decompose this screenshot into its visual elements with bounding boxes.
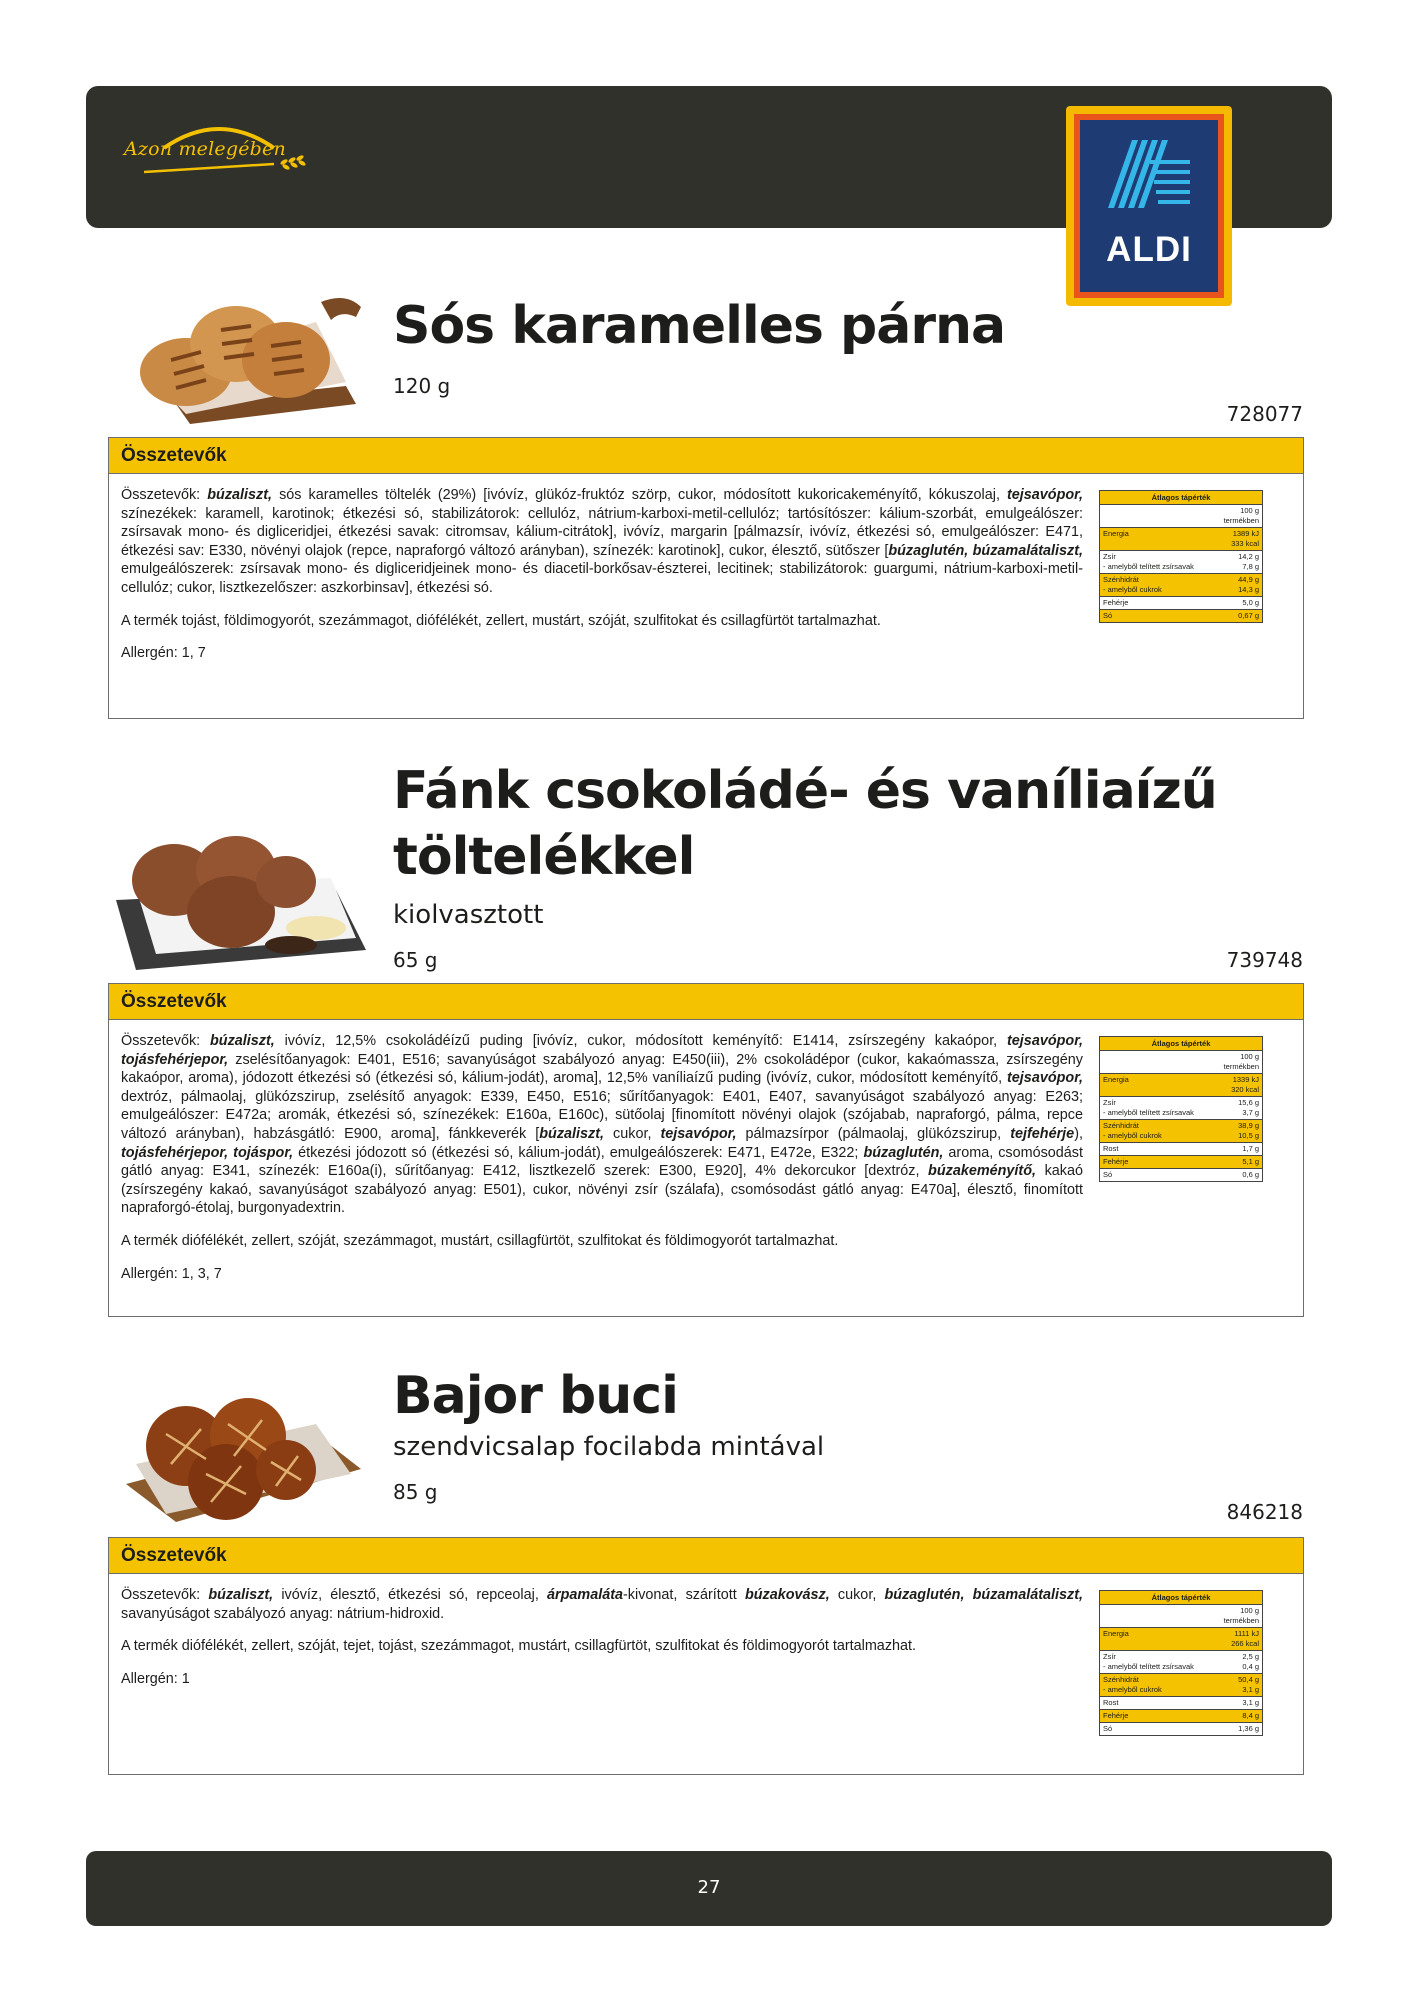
nutrition-value: 50,4 g 3,1 g [1238, 1675, 1259, 1694]
ingredients-box [108, 1537, 1304, 1775]
nutrition-row [1100, 1120, 1262, 1143]
nutrition-label: Só [1103, 1170, 1113, 1179]
product-weight: 85 g [393, 1480, 438, 1504]
product-code: 739748 [1226, 948, 1303, 972]
product-title: Sós karamelles párna [393, 296, 1006, 356]
footer-bar [86, 1851, 1332, 1926]
nutrition-label: Zsír - amelyből telített zsírsavak [1103, 1098, 1194, 1117]
nutrition-row [1100, 1651, 1262, 1674]
may-contain-note: A termék tojást, földimogyorót, szezámmagot, diófélékét, zellert, mustárt, szóját, szulfitokat és csillagfürtöt tartalmazhat. [121, 612, 881, 629]
nutrition-row [1100, 574, 1262, 597]
nutrition-value: 0,67 g [1238, 611, 1259, 620]
nutrition-value: 1389 kJ 333 kcal [1231, 529, 1259, 548]
nutrition-value: 38,9 g 10,5 g [1238, 1121, 1259, 1140]
nutrition-value: 5,0 g [1242, 598, 1259, 607]
product-photo-donut [116, 820, 366, 970]
nutrition-label: Szénhidrát - amelyből cukrok [1103, 1121, 1162, 1140]
nutrition-header: Átlagos tápérték [1100, 1591, 1262, 1605]
ingredients-text: Összetevők: búzaliszt, ivóvíz, élesztő, étkezési só, repceolaj, árpamaláta-kivonat, szárított búzakovász, cukor, búzaglutén, búzamalátaliszt, savanyúságot szabályozó anyag: nátrium-hidroxid. [121, 1587, 1083, 1622]
product-photo-pastry [116, 282, 366, 432]
nutrition-value: 1111 kJ 266 kcal [1231, 1629, 1259, 1648]
nutrition-unit: 100 g termékben [1223, 1606, 1259, 1625]
brand-text: Azon melegében [124, 138, 286, 160]
nutrition-value: 0,6 g [1242, 1170, 1259, 1179]
product-weight: 65 g [393, 948, 438, 972]
product-subtitle: szendvicsalap focilabda mintával [393, 1432, 825, 1462]
nutrition-row [1100, 1143, 1262, 1156]
nutrition-value: 2,5 g 0,4 g [1242, 1652, 1259, 1671]
nutrition-row [1100, 1628, 1262, 1651]
nutrition-table [1099, 1036, 1263, 1182]
ingredients-box [108, 437, 1304, 719]
nutrition-unit-row [1100, 1605, 1262, 1628]
nutrition-row [1100, 1710, 1262, 1723]
product-title: Bajor buci [393, 1366, 678, 1426]
nutrition-value: 3,1 g [1242, 1698, 1259, 1707]
nutrition-row [1100, 551, 1262, 574]
allergen-text: Allergén: 1, 7 [121, 645, 206, 662]
may-contain-note: A termék diófélékét, zellert, szóját, szezámmagot, mustárt, csillagfürtöt, szulfitokat és földimogyorót tartalmazhat. [121, 1232, 839, 1249]
nutrition-row [1100, 597, 1262, 610]
nutrition-label: Szénhidrát - amelyből cukrok [1103, 1675, 1162, 1694]
product-title-line-2: töltelékkel [393, 827, 695, 887]
ingredients-text: Összetevők: búzaliszt, sós karamelles töltelék (29%) [ivóvíz, glükóz-fruktóz szörp, cukor, módosított kukoricakeményítő, kókuszolaj, tejsavópor, színezékek: karamell, karotinok; étkezési só, stabilizátorok: cellulóz, nátrium-karboxi-metil-cellulóz; tartósítószer: kálium-szorbát, emulgeálószer: zsírsavak mono- és digliceridjei, étkezési savak: citromsav, kálium-citrátok], ivóvíz, margarin [pálmazsír, ivóvíz, étkezési só, emulgeálószer: E471, étkezési sav: E330, növényi olajok (repce, napraforgó változó arányban), színezék: karotinok], cukor, élesztő, sütőszer [búzaglutén, búzamalátaliszt, emulgeálószerek: zsírsavak mono- és digliceridjeinek mono- és diacetil-borkősav-észterei, lecitinek; stabilizátorok: guargumi, nátrium-karboxi-metil-cellulóz; cukor, lisztkezelőszer: aszkorbinsav], étkezési só. [121, 487, 1083, 596]
nutrition-row [1100, 1169, 1262, 1181]
ingredients-box [108, 983, 1304, 1317]
nutrition-row [1100, 1156, 1262, 1169]
nutrition-value: 5,1 g [1242, 1157, 1259, 1166]
nutrition-table [1099, 1590, 1263, 1736]
nutrition-label [1100, 1051, 1218, 1073]
nutrition-unit: 100 g termékben [1223, 1052, 1259, 1071]
nutrition-row [1100, 1697, 1262, 1710]
nutrition-label: Fehérje [1103, 1711, 1129, 1720]
nutrition-row [1100, 610, 1262, 622]
nutrition-label: Zsír - amelyből telített zsírsavak [1103, 552, 1194, 571]
nutrition-value: 8,4 g [1242, 1711, 1259, 1720]
aldi-logo-text: ALDI [1106, 230, 1192, 269]
nutrition-label [1100, 1605, 1218, 1627]
nutrition-value: 44,9 g 14,3 g [1238, 575, 1259, 594]
nutrition-table [1099, 490, 1263, 623]
product-code: 728077 [1226, 402, 1303, 426]
nutrition-row [1100, 528, 1262, 551]
aldi-logo [1066, 106, 1232, 306]
nutrition-label: Energia [1103, 1075, 1129, 1084]
ingredients-heading: Összetevők [109, 1538, 1303, 1574]
nutrition-label [1100, 505, 1218, 527]
nutrition-label: Energia [1103, 529, 1129, 538]
product-code: 846218 [1226, 1500, 1303, 1524]
nutrition-label: Rost [1103, 1144, 1119, 1153]
aldi-stripes-icon [1080, 120, 1218, 230]
ingredients-heading: Összetevők [109, 438, 1303, 474]
nutrition-header: Átlagos tápérték [1100, 1037, 1262, 1051]
allergen-text: Allergén: 1, 3, 7 [121, 1265, 222, 1282]
nutrition-value: 1,36 g [1238, 1724, 1259, 1733]
nutrition-value: 1339 kJ 320 kcal [1231, 1075, 1259, 1094]
nutrition-value: 14,2 g 7,8 g [1238, 552, 1259, 571]
nutrition-label: Fehérje [1103, 1157, 1129, 1166]
nutrition-label: Só [1103, 611, 1113, 620]
ingredients-heading: Összetevők [109, 984, 1303, 1020]
nutrition-row [1100, 1074, 1262, 1097]
nutrition-unit-row [1100, 505, 1262, 528]
nutrition-value: 15,6 g 3,7 g [1238, 1098, 1259, 1117]
brand-logo [124, 114, 324, 194]
nutrition-label: Energia [1103, 1629, 1129, 1638]
nutrition-label: Szénhidrát - amelyből cukrok [1103, 575, 1162, 594]
product-photo-bun [116, 1374, 366, 1524]
nutrition-label: Fehérje [1103, 598, 1129, 607]
nutrition-label: Só [1103, 1724, 1113, 1733]
product-subtitle: kiolvasztott [393, 900, 544, 930]
product-weight: 120 g [393, 374, 451, 398]
nutrition-row [1100, 1674, 1262, 1697]
may-contain-note: A termék diófélékét, zellert, szóját, tejet, tojást, szezámmagot, mustárt, csillagfürtöt, szulfitokat és földimogyorót tartalmazhat. [121, 1638, 917, 1655]
nutrition-label: Rost [1103, 1698, 1119, 1707]
page-number: 27 [697, 1877, 721, 1898]
ingredients-text: Összetevők: búzaliszt, ivóvíz, 12,5% csokoládéízű puding [ivóvíz, cukor, módosított keményítő: E1414, zsírszegény kakaópor, tejsavópor, tojásfehérjepor, zselésítőanyagok: E401, E516; savanyúságot szabályozó anyag: E450(iii), 2% csokoládépor (cukor, kakaómassza, zsírszegény kakaópor, aroma), jódozott étkezési só (étkezési só, kálium-jodát), aroma], 12,5% vaníliaízű puding (ivóvíz, cukor, módosított keményítő, tejsavópor, dextróz, pálmaolaj, glükózszirup, zselésítő anyagok: E339, E450, E516; sűrítőanyagok: E401, E407, savanyúságot szabályozó anyag: E263; emulgeálószer: E472a; aromák, étkezési só, színezékek: E160a, E160c), sütőolaj [finomított növényi olajok (szójabab, napraforgó, pálma, repce változó arányban), habzásgátló: E900, aroma], fánkkeverék [búzaliszt, cukor, tejsavópor, pálmazsírpor (pálmaolaj, glükózszirup, tejfehérje), tojásfehérjepor, tojáspor, étkezési jódozott só (étkezési só, kálium-jodát), emulgeálószerek: E471, E472e, E322; búzaglutén, aroma, csomósodást gátló anyag: E341, színezék: E160a(i), sűrítőanyag: E412, lisztkezelő szerek: E300, E920], 4% dekorcukor [dextróz, búzakeményítő, kakaó (zsírszegény kakaó, savanyúságot szabályozó anyag: E501), cukor, növényi zsír (szálafa), csomósodást gátló anyag: E470a], élesztő, finomított napraforgó-étolaj, burgonyadextrin. [121, 1033, 1083, 1217]
nutrition-unit-row [1100, 1051, 1262, 1074]
nutrition-value: 1,7 g [1242, 1144, 1259, 1153]
nutrition-row [1100, 1723, 1262, 1735]
product-title: Fánk csokoládé- és vaníliaízű [393, 761, 1217, 821]
nutrition-label: Zsír - amelyből telített zsírsavak [1103, 1652, 1194, 1671]
nutrition-header: Átlagos tápérték [1100, 491, 1262, 505]
nutrition-unit: 100 g termékben [1223, 506, 1259, 525]
nutrition-row [1100, 1097, 1262, 1120]
allergen-text: Allergén: 1 [121, 1670, 190, 1687]
